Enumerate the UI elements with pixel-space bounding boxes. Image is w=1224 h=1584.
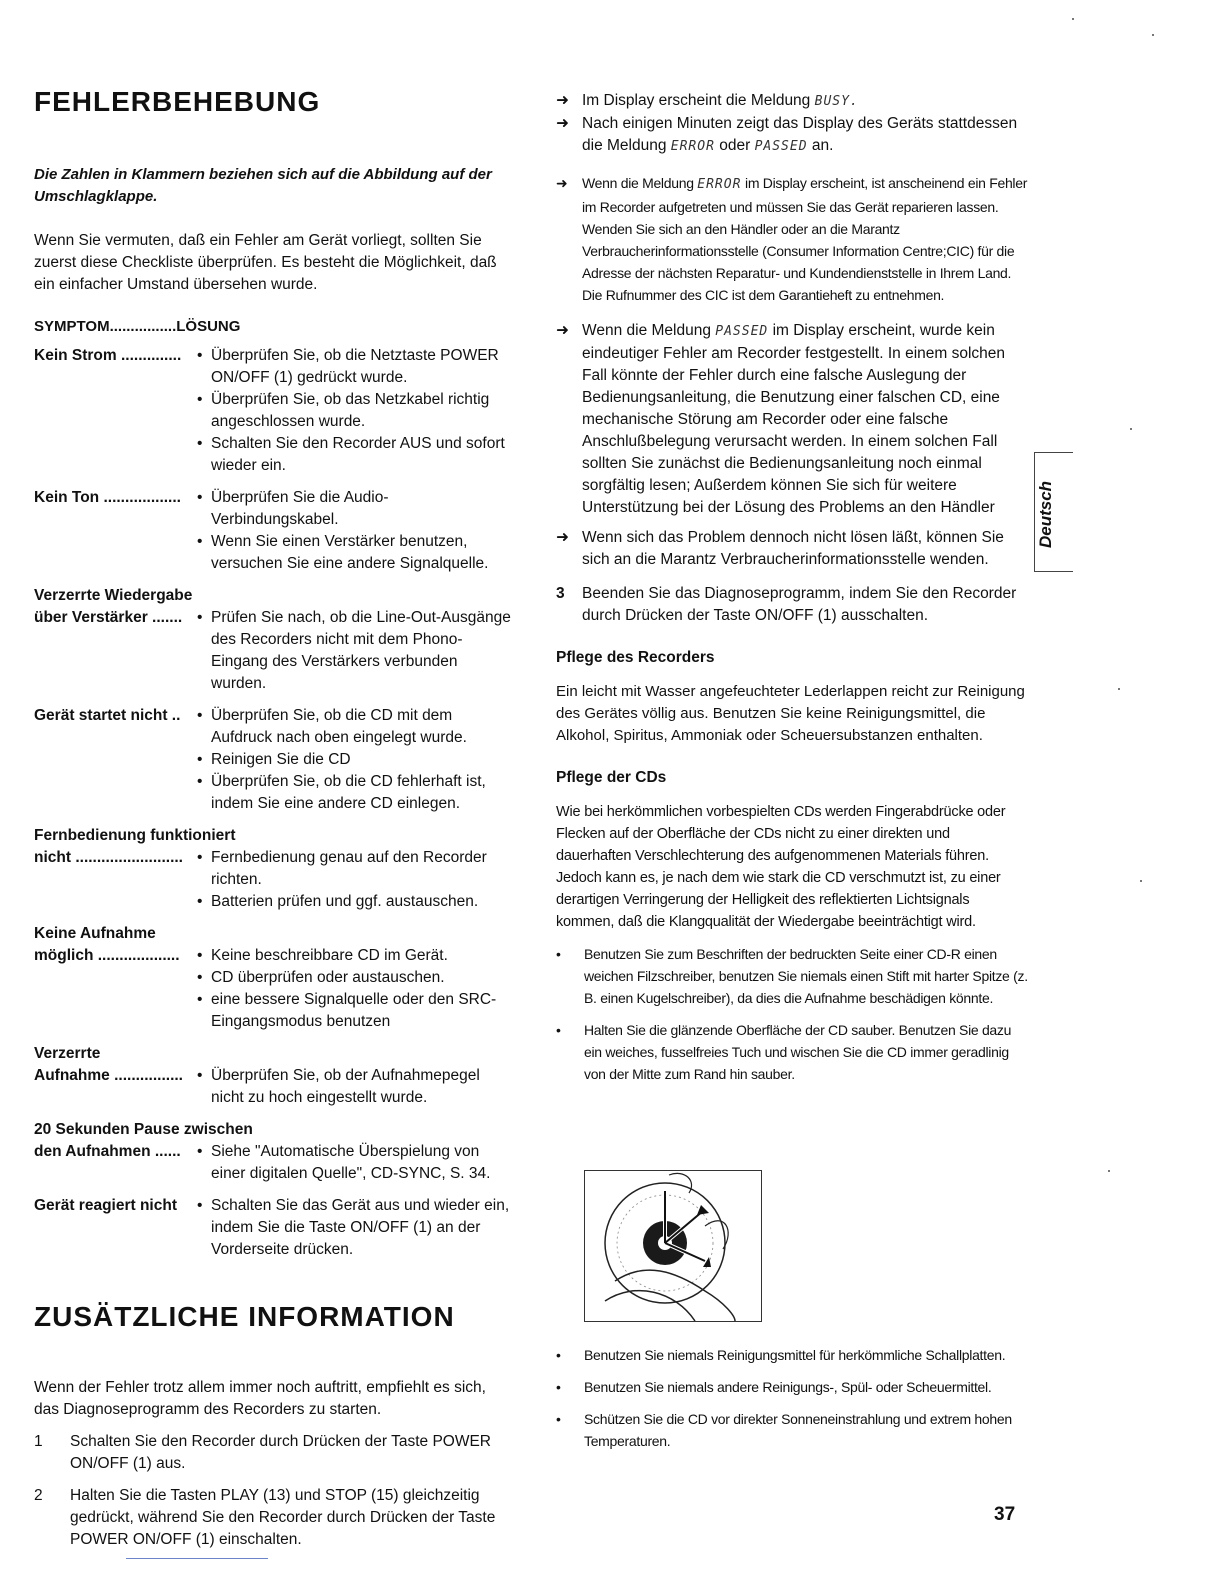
solution-text: Wenn Sie einen Verstärker benutzen, versuchen Sie eine andere Signalquelle. xyxy=(211,533,489,572)
lcd-passed-text: PASSED xyxy=(754,139,808,154)
arrow-icon: ➜ xyxy=(556,529,569,546)
symptom-header: SYMPTOM................LÖSUNG xyxy=(34,318,241,335)
text: Im Display erscheint die Meldung xyxy=(582,92,811,109)
step-text: Halten Sie die Tasten PLAY (13) und STOP (15) gleichzeitig gedrückt, während Sie den Recorder durch Drücken der Taste POWER ON/OFF (1) einschalten. xyxy=(70,1487,496,1548)
solution-text: eine bessere Signalquelle oder den SRC-Eingangsmodus benutzen xyxy=(211,991,497,1030)
arrow-icon: ➜ xyxy=(556,92,569,109)
care-recorder-text: Ein leicht mit Wasser angefeuchteter Lederlappen reicht zur Reinigung des Gerätes völlig aus. Benutzen Sie keine Reinigungsmittel, die Alkohol, Spiritus, Ammoniak oder Scheuersubstanzen enthalten. xyxy=(556,683,1025,744)
symptom-label: nicht ......................... xyxy=(34,849,183,866)
speck xyxy=(1108,1170,1110,1172)
list-item: • Benutzen Sie zum Beschriften der bedruckten Seite einer CD-R einen weichen Filzschreiber, benutzen Sie niemals einen Stift mit harter Spitze (z. B. einen Kugelschreiber), da dies die Aufnahme beschädigen könnte. xyxy=(556,943,1028,1009)
table-row: Aufnahme ................ • Überprüfen Sie, ob der Aufnahmepegel nicht zu hoch eingestellt wurde. xyxy=(34,1065,514,1109)
symptom-label: Kein Strom .............. xyxy=(34,347,182,364)
solution-text: Überprüfen Sie die Audio-Verbindungskabel. xyxy=(211,489,389,528)
speck xyxy=(1152,34,1154,36)
care-cd-text: Wie bei herkömmlichen vorbespielten CDs werden Fingerabdrücke oder Flecken auf der Oberfläche der CDs nicht zu einer direkten und dauerhaften Verschlechterung des aufgenommenen Materials führen. Jedoch kann es, je nach dem wie stark die CD verschmutzt ist, zu einer derartigen Verringerung der Helligkeit des reflektierten Lichtsignals kommen, daß die Klangqualität der Wiedergabe beeinträchtigt wird. xyxy=(556,804,1006,930)
lead-note: Die Zahlen in Klammern beziehen sich auf die Abbildung auf der Umschlagklappe. xyxy=(34,166,492,205)
symptom-table xyxy=(34,345,514,1261)
list-item xyxy=(556,583,1028,627)
cd-care-bullets xyxy=(556,943,1028,1085)
language-tab-label: Deutsch xyxy=(1036,480,1055,548)
solution-text: Keine beschreibbare CD im Gerät. xyxy=(211,947,448,964)
list-item xyxy=(556,90,1028,113)
text: Wenn sich das Problem dennoch nicht lösen läßt, können Sie sich an die Marantz Verbraucherinformationsstelle wenden. xyxy=(582,529,1004,568)
table-row: den Aufnahmen ...... • Siehe "Automatische Überspielung von einer digitalen Quelle", CD-SYNC, S. 34. xyxy=(34,1141,514,1185)
bullet-text: Benutzen Sie niemals Reinigungsmittel für herkömmliche Schallplatten. xyxy=(584,1347,1006,1363)
symptom-label: den Aufnahmen ...... xyxy=(34,1143,181,1160)
symptom-label: Kein Ton .................. xyxy=(34,489,181,506)
symptom-label: möglich ................... xyxy=(34,947,180,964)
text: an. xyxy=(811,137,834,154)
symptom-label: über Verstärker ....... xyxy=(34,609,183,626)
solution-text: Überprüfen Sie, ob die CD fehlerhaft ist, indem Sie eine andere CD einlegen. xyxy=(211,773,486,812)
troubleshooting-title: FEHLERBEHEBUNG xyxy=(34,86,321,117)
cd-care-bullets-2 xyxy=(556,1344,1028,1452)
left-column xyxy=(34,86,514,1551)
solution-text: Prüfen Sie nach, ob die Line-Out-Ausgänge des Recorders nicht mit dem Phono-Eingang des Verstärkers verbunden wurden. xyxy=(211,609,511,692)
solution-text: Überprüfen Sie, ob die Netztaste POWER ON/OFF (1) gedrückt wurde. xyxy=(211,347,499,386)
diagnose-steps xyxy=(34,1431,514,1551)
symptom-label: Gerät reagiert nicht xyxy=(34,1197,177,1214)
arrow-icon: ➜ xyxy=(556,115,569,132)
arrow-icon: ➜ xyxy=(556,322,569,339)
intro-text: Wenn Sie vermuten, daß ein Fehler am Gerät vorliegt, sollten Sie zuerst diese Checkliste überprüfen. Es besteht die Möglichkeit, daß ein einfacher Umstand übersehen wurde. xyxy=(34,232,497,293)
list-item xyxy=(556,320,1028,519)
speck xyxy=(1130,428,1132,430)
symptom-label: Keine Aufnahme xyxy=(34,925,156,942)
step-text: Beenden Sie das Diagnoseprogramm, indem Sie den Recorder durch Drücken der Taste ON/OFF (1) ausschalten. xyxy=(582,585,1017,624)
table-row: Gerät startet nicht .. • Überprüfen Sie, ob die CD mit dem Aufdruck nach oben eingelegt wurde. • Reinigen Sie die CD • Überprüfen Sie, ob die CD fehlerhaft ist, indem Sie eine andere CD einlegen. xyxy=(34,705,514,815)
text: Nach einigen Minuten zeigt das Display des Geräts stattdessen die Meldung xyxy=(582,115,1018,154)
solution-text: CD überprüfen oder austauschen. xyxy=(211,969,445,986)
text: im Display erscheint, ist anscheinend ein Fehler im Recorder aufgetreten und müssen Sie das Gerät reparieren lassen. Wenden Sie sich an den Händler oder an die Marantz Verbraucherinformationsstelle (Consumer Information Centre;CIC) für die Adresse der nächsten Reparatur- und Kundendienststelle in Ihrem Land. Die Rufnummer des CIC ist dem Garantieheft zu entnehmen. xyxy=(582,175,1028,303)
right-column xyxy=(556,90,1028,1449)
bullet-text: Benutzen Sie zum Beschriften der bedruckten Seite einer CD-R einen weichen Filzschreiber, benutzen Sie niemals einen Stift mit harter Spitze (z. B. einen Kugelschreiber), da dies die Aufnahme beschädigen könnte. xyxy=(584,946,1028,1006)
lcd-busy-text: BUSY. xyxy=(814,94,859,109)
speck xyxy=(1072,18,1074,20)
list-item xyxy=(556,172,1028,306)
speck xyxy=(1118,688,1120,690)
lcd-error-text: ERROR xyxy=(697,177,742,192)
list-item: • Benutzen Sie niemals andere Reinigungs-, Spül- oder Scheuermittel. xyxy=(556,1376,1028,1398)
solution-text: Überprüfen Sie, ob der Aufnahmepegel nicht zu hoch eingestellt wurde. xyxy=(211,1067,480,1106)
symptom-label: Verzerrte xyxy=(34,1045,101,1062)
step-number: 3 xyxy=(556,585,565,602)
table-row: über Verstärker ....... • Prüfen Sie nach, ob die Line-Out-Ausgänge des Recorders nicht mit dem Phono-Eingang des Verstärkers verbunden wurden. xyxy=(34,607,514,695)
cd-wipe-icon xyxy=(585,1171,761,1321)
step-number: 2 xyxy=(34,1487,43,1504)
list-item xyxy=(556,527,1028,571)
table-row: Kein Ton .................. • Überprüfen Sie die Audio-Verbindungskabel. • Wenn Sie einen Verstärker benutzen, versuchen Sie eine andere Signalquelle. xyxy=(34,487,514,575)
list-item xyxy=(34,1485,514,1551)
solution-text: Überprüfen Sie, ob das Netzkabel richtig angeschlossen wurde. xyxy=(211,391,490,430)
text: Wenn die Meldung xyxy=(582,175,694,191)
solution-text: Fernbedienung genau auf den Recorder richten. xyxy=(211,849,487,888)
text: im Display erscheint, wurde kein eindeutiger Fehler am Recorder festgestellt. In einem solchen Fall könnte der Fehler durch eine falsche Auslegung der Bedienungsanleitung, die Benutzung einer falschen CD, eine mechanische Störung am Recorder oder eine falsche Anschlußbelegung verursacht werden. In einem solchen Fall sollten Sie zunächst die Bedienungsanleitung noch einmal sorgfältig lesen; Außerdem können Sie sich für weitere Unterstützung bei der Lösung des Problems an den Händler xyxy=(582,322,1006,516)
cd-cleaning-illustration xyxy=(584,1170,762,1322)
solution-text: Siehe "Automatische Überspielung von einer digitalen Quelle", CD-SYNC, S. 34. xyxy=(211,1143,491,1182)
list-item: • Benutzen Sie niemals Reinigungsmittel für herkömmliche Schallplatten. xyxy=(556,1344,1028,1366)
solution-text: Schalten Sie den Recorder AUS und sofort wieder ein. xyxy=(211,435,505,474)
step-number: 1 xyxy=(34,1433,43,1450)
table-row: Gerät reagiert nicht • Schalten Sie das Gerät aus und wieder ein, indem Sie die Taste ON/OFF (1) an der Vorderseite drücken. xyxy=(34,1195,514,1261)
list-item xyxy=(34,1431,514,1475)
list-item xyxy=(556,113,1028,158)
symptom-label: Verzerrte Wiedergabe xyxy=(34,587,193,604)
care-recorder-title: Pflege des Recorders xyxy=(556,649,715,666)
table-row: möglich ................... • Keine beschreibbare CD im Gerät. • CD überprüfen oder austauschen. • eine bessere Signalquelle oder den SRC-Eingangsmodus benutzen xyxy=(34,945,514,1033)
additional-info-title: ZUSÄTZLICHE INFORMATION xyxy=(34,1301,455,1332)
solution-text: Reinigen Sie die CD xyxy=(211,751,351,768)
footer-divider xyxy=(126,1558,268,1559)
speck xyxy=(1140,880,1142,882)
solution-text: Batterien prüfen und ggf. austauschen. xyxy=(211,893,479,910)
list-item: • Schützen Sie die CD vor direkter Sonneneinstrahlung und extrem hohen Temperaturen. xyxy=(556,1408,1028,1452)
solution-text: Überprüfen Sie, ob die CD mit dem Aufdruck nach oben eingelegt wurde. xyxy=(211,707,467,746)
care-cd-title: Pflege der CDs xyxy=(556,769,667,786)
additional-intro: Wenn der Fehler trotz allem immer noch auftritt, empfiehlt es sich, das Diagnoseprogramm des Recorders zu starten. xyxy=(34,1379,486,1418)
arrow-icon: ➜ xyxy=(556,175,568,191)
symptom-label: Gerät startet nicht .. xyxy=(34,707,181,724)
list-item: • Halten Sie die glänzende Oberfläche der CD sauber. Benutzen Sie dazu ein weiches, fusselfreies Tuch und wischen Sie die CD immer geradlinig von der Mitte zum Rand hin sauber. xyxy=(556,1019,1028,1085)
solution-text: Schalten Sie das Gerät aus und wieder ein, indem Sie die Taste ON/OFF (1) an der Vorderseite drücken. xyxy=(211,1197,510,1258)
page-number: 37 xyxy=(994,1504,1016,1525)
table-row: Kein Strom .............. • Überprüfen Sie, ob die Netztaste POWER ON/OFF (1) gedrückt wurde. • Überprüfen Sie, ob das Netzkabel richtig angeschlossen wurde. • Schalten Sie den Recorder AUS und sofort wieder ein. xyxy=(34,345,514,477)
bullet-text: Halten Sie die glänzende Oberfläche der CD sauber. Benutzen Sie dazu ein weiches, fusselfreies Tuch und wischen Sie die CD immer geradlinig von der Mitte zum Rand hin sauber. xyxy=(584,1022,1012,1082)
lcd-error-text: ERROR xyxy=(670,139,715,154)
text: oder xyxy=(719,137,751,154)
symptom-label: Aufnahme ................ xyxy=(34,1067,183,1084)
lcd-passed-text: PASSED xyxy=(715,324,769,339)
bullet-text: Benutzen Sie niemals andere Reinigungs-, Spül- oder Scheuermittel. xyxy=(584,1379,992,1395)
symptom-label: Fernbedienung funktioniert xyxy=(34,827,236,844)
symptom-label: 20 Sekunden Pause zwischen xyxy=(34,1121,253,1138)
step-text: Schalten Sie den Recorder durch Drücken der Taste POWER ON/OFF (1) aus. xyxy=(70,1433,491,1472)
bullet-text: Schützen Sie die CD vor direkter Sonneneinstrahlung und extrem hohen Temperaturen. xyxy=(584,1411,1012,1449)
text: Wenn die Meldung xyxy=(582,322,711,339)
table-row: nicht ......................... • Fernbedienung genau auf den Recorder richten. • Batterien prüfen und ggf. austauschen. xyxy=(34,847,514,913)
